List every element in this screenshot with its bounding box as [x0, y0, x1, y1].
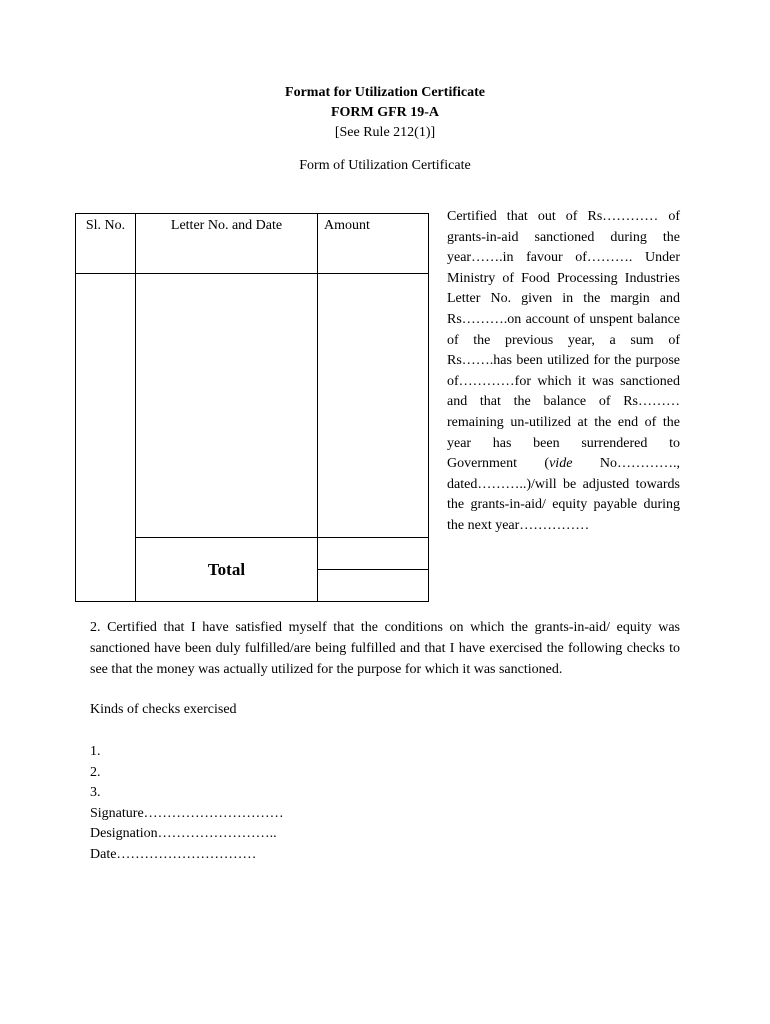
check-item-1: 1. [90, 744, 101, 759]
form-subtitle: Form of Utilization Certificate [299, 158, 471, 173]
signature-line: Signature………………………… [90, 805, 284, 821]
form-title [0, 83, 770, 143]
total-label: Total [136, 538, 318, 602]
date-line: Date………………………… [90, 846, 257, 862]
cell-amount [318, 274, 429, 538]
check-item-2: 2. [90, 764, 101, 780]
certificate-paragraph [447, 207, 680, 537]
check-item-3: 3. [90, 785, 101, 801]
title-form-number: FORM GFR 19-A [330, 105, 440, 120]
grants-table [75, 213, 429, 602]
header-sl-no: Sl. No. [76, 214, 136, 274]
title-rule-reference: [See Rule 212(1)] [334, 125, 436, 140]
cell-letter-no-date [136, 274, 318, 538]
certificate-vide: vide [549, 456, 573, 472]
table-row [76, 274, 429, 538]
header-letter-no-date: Letter No. and Date [136, 214, 318, 274]
checks-list [90, 742, 284, 866]
designation-line: Designation…………………….. [90, 826, 277, 842]
title-format: Format for Utilization Certificate [285, 85, 485, 100]
certification-paragraph-2: 2. Certified that I have satisfied myself that the conditions on which the grants-in-aid/ equity was sanctioned have been duly fulfilled/are being fulfilled and that I have exercised the following checks to see that the money was actually utilized for the purpose for which it was sanctioned. [90, 620, 680, 677]
certificate-text-part1: Certified that out of Rs………… of grants-in-aid sanctioned during the year…….in favour of………. Under Ministry of Food Processing Industries Letter No. given in the margin and Rs……….on account of unspent balance of the previous year, a sum of Rs…….has been utilized for the purpose of…………for which it was sanctioned and that the balance of Rs……… remaining un-utilized at the end of the year has been surrendered to Government ( [447, 209, 680, 472]
table-header-row [76, 214, 429, 274]
certificate-text-part2: No…………., dated………..)/will be adjusted towards the grants-in-aid/ equity payable during the next year…………… [447, 456, 680, 533]
cell-sl-no [76, 274, 136, 602]
checks-title: Kinds of checks exercised [90, 702, 237, 717]
cell-total-amount [318, 538, 429, 570]
header-amount: Amount [318, 214, 429, 274]
cell-total-amount-extra [318, 570, 429, 602]
